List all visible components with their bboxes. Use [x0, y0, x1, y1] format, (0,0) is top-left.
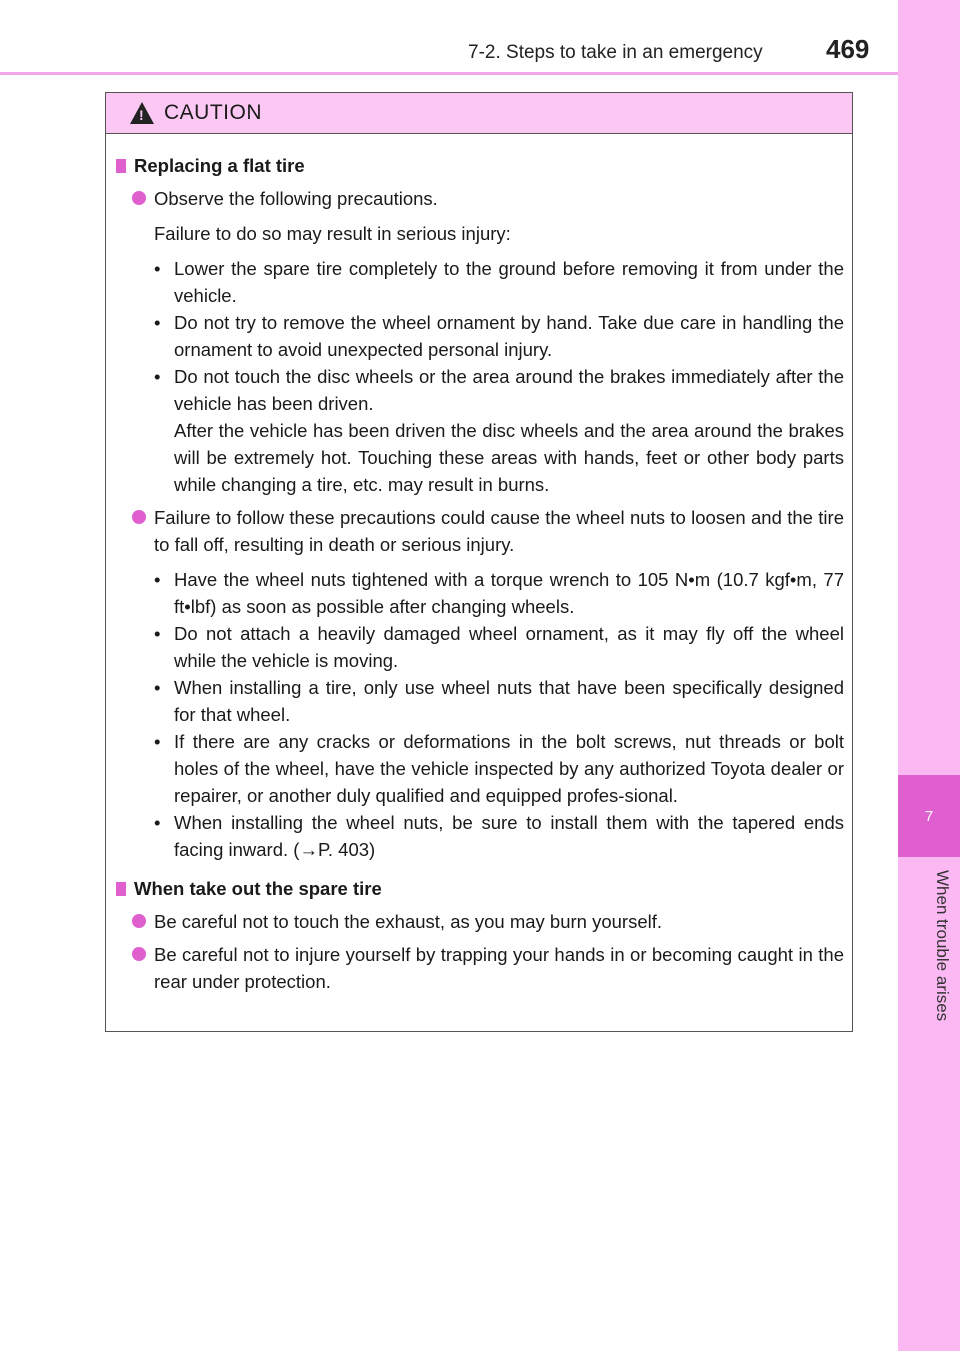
- page-number: 469: [826, 34, 870, 64]
- sub-item: • If there are any cracks or deformations in the bolt screws, nut threads or bolt holes of the wheel, have the vehicle inspected by any authorized Toyota dealer or repairer, or another duly qualified and equipped profes-sional.: [154, 728, 844, 809]
- sub-list: [116, 566, 844, 863]
- header-rule: [0, 72, 898, 75]
- section-title: 7-2. Steps to take in an emergency: [468, 42, 763, 63]
- section-heading-text: Replacing a flat tire: [134, 155, 305, 176]
- section-heading: [116, 152, 844, 179]
- bullet-item: [116, 185, 844, 212]
- sub-item: • Do not try to remove the wheel ornament by hand. Take due care in handling the ornament to avoid unexpected personal injury.: [154, 309, 844, 363]
- sub-item: • Have the wheel nuts tightened with a torque wrench to 105 N•m (10.7 kgf•m, 77 ft•lbf) as soon as possible after changing wheels.: [154, 566, 844, 620]
- sub-item: • Do not attach a heavily damaged wheel ornament, as it may fly off the wheel while the vehicle is moving.: [154, 620, 844, 674]
- sub-item-text: Lower the spare tire completely to the ground before removing it from under the vehicle.: [174, 258, 844, 306]
- bullet-text: Observe the following precautions.: [154, 188, 438, 209]
- circle-bullet-icon: [132, 914, 146, 928]
- bullet-text: Be careful not to injure yourself by trapping your hands in or becoming caught in the rear under protection.: [154, 944, 844, 992]
- sub-item-paragraph: Do not touch the disc wheels or the area around the brakes immediately after the vehicle has been driven.: [174, 366, 844, 414]
- sub-item-text: Do not try to remove the wheel ornament by hand. Take due care in handling the ornament to avoid unexpected personal injury.: [174, 312, 844, 360]
- chapter-number: 7: [898, 775, 960, 857]
- bullet-item: [116, 941, 844, 995]
- sub-item-paragraph: After the vehicle has been driven the disc wheels and the area around the brakes will be extremely hot. Touching these areas with hands, feet or other body parts while changing a tire, etc. may result in burns.: [174, 420, 844, 495]
- section-heading-text: When take out the spare tire: [134, 878, 382, 899]
- sub-item: • When installing a tire, only use wheel nuts that have been specifically designed for that wheel.: [154, 674, 844, 728]
- sub-item-text: When installing the wheel nuts, be sure to install them with the tapered ends facing inward. (→P. 403): [174, 812, 844, 860]
- caution-box: [105, 92, 853, 1032]
- circle-bullet-icon: [132, 191, 146, 205]
- bullet-item: [116, 908, 844, 935]
- sub-item: • Lower the spare tire completely to the ground before removing it from under the vehicle.: [154, 255, 844, 309]
- note-text: Failure to do so may result in serious injury:: [154, 223, 511, 244]
- square-bullet-icon: [116, 882, 126, 896]
- sub-item-text: If there are any cracks or deformations in the bolt screws, nut threads or bolt holes of the wheel, have the vehicle inspected by any authorized Toyota dealer or repairer, or another duly qualified and equipped profes-sional.: [174, 731, 844, 806]
- circle-bullet-icon: [132, 947, 146, 961]
- sub-item-text: When installing a tire, only use wheel nuts that have been specifically designed for that wheel.: [174, 677, 844, 725]
- bullet-text: Failure to follow these precautions could cause the wheel nuts to loosen and the tire to fall off, resulting in death or serious injury.: [154, 507, 844, 555]
- sub-item-text: Do not attach a heavily damaged wheel ornament, as it may fly off the wheel while the vehicle is moving.: [174, 623, 844, 671]
- circle-bullet-icon: [132, 510, 146, 524]
- side-tab: [898, 0, 960, 1351]
- chapter-title: When trouble arises: [933, 870, 952, 1022]
- square-bullet-icon: [116, 159, 126, 173]
- caution-header: [106, 93, 852, 134]
- bullet-item: [116, 504, 844, 558]
- sub-item: • When installing the wheel nuts, be sure to install them with the tapered ends facing inward. (→P. 403): [154, 809, 844, 863]
- sub-item: • Do not touch the disc wheels or the area around the brakes immediately after the vehicle has been driven. After the vehicle has been driven the disc wheels and the area around the brakes will be extremely hot. Touching these areas with hands, feet or other body parts while changing a tire, etc. may result in burns.: [154, 363, 844, 498]
- warning-triangle-icon: [130, 102, 154, 124]
- sub-item-text: [174, 363, 844, 498]
- sub-item-text: Have the wheel nuts tightened with a torque wrench to 105 N•m (10.7 kgf•m, 77 ft•lbf) as soon as possible after changing wheels.: [174, 569, 844, 617]
- sub-list: [116, 255, 844, 498]
- bullet-text: Be careful not to touch the exhaust, as you may burn yourself.: [154, 911, 663, 932]
- caution-content: [106, 134, 852, 995]
- section-heading: [116, 875, 844, 902]
- caution-title: CAUTION: [164, 101, 262, 124]
